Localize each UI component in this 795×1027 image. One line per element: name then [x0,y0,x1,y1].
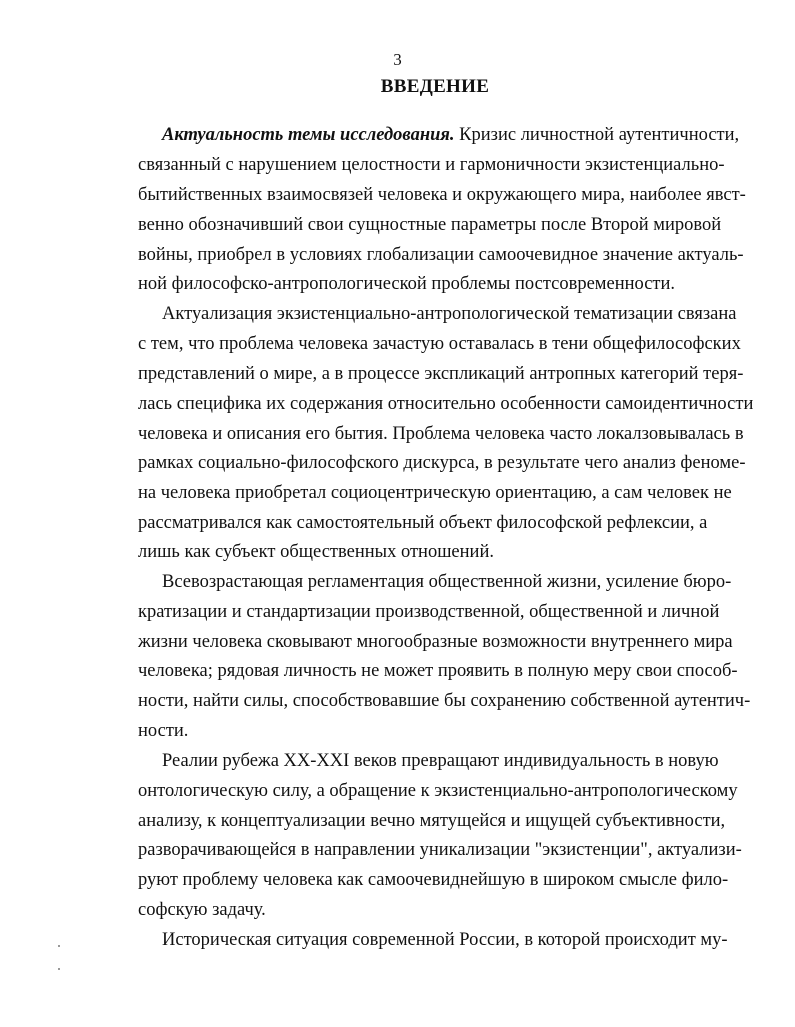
text-line: руют проблему человека как самоочевиднейшую в широком смысле фило- [138,870,729,890]
text-line: лась специфика их содержания относительно особенности самоидентичности [138,394,754,414]
text-line: онтологическую силу, а обращение к экзистенциально-антропологическому [138,781,738,801]
text-line: рассматривался как самостоятельный объект философской рефлексии, а [138,513,708,533]
text-line: представлений о мире, а в процессе экспликаций антропных категорий теря- [138,364,744,384]
text-line: анализу, к концептуализации вечно мятущейся и ищущей субъективности, [138,811,726,831]
text-line: на человека приобретал социоцентрическую ориентацию, а сам человек не [138,483,732,503]
text-line: связанный с нарушением целостности и гармоничности экзистенциально- [138,155,725,175]
text-line: кратизации и стандартизации производственной, общественной и личной [138,602,720,622]
text-line: Историческая ситуация современной России, в которой происходит му- [162,930,728,950]
text-line: с тем, что проблема человека зачастую оставалась в тени общефилософских [138,334,741,354]
scan-speck [58,968,60,970]
page-number: 3 [393,50,402,69]
text-line: ности. [138,721,189,741]
text-line: ности, найти силы, способствовавшие бы сохранению собственной аутентич- [138,691,751,711]
text-line: венно обозначивший свои сущностные параметры после Второй мировой [138,215,722,235]
text-line: человека и описания его бытия. Проблема человека часто локалзовывалась в [138,424,744,444]
text-line: разворачивающейся в направлении уникализации "экзистенции", актуализи- [138,840,742,860]
text-line: Актуальность темы исследования. Кризис личностной аутентичности, [162,125,740,145]
text-line: Реалии рубежа XX-XXI веков превращают индивидуальность в новую [162,751,719,771]
text-line: войны, приобрел в условиях глобализации самоочевидное значение актуаль- [138,245,744,265]
text-line: Актуализация экзистенциально-антропологической тематизации связана [162,304,737,324]
text-line: лишь как субъект общественных отношений. [138,542,494,562]
text-line: ной философско-антропологической проблемы постсовременности. [138,274,676,294]
scan-speck [58,945,60,947]
text-line: человека; рядовая личность не может проявить в полную меру свои способ- [138,661,738,681]
section-title: ВВЕДЕНИЕ [380,76,490,97]
text-line: Всевозрастающая регламентация общественной жизни, усиление бюро- [162,572,732,592]
text-line: рамках социально-философского дискурса, в результате чего анализ феноме- [138,453,746,473]
paragraph-lead: Актуальность темы исследования. [162,125,455,145]
text-line: бытийственных взаимосвязей человека и окружающего мира, наиболее явст- [138,185,746,205]
text-line: софскую задачу. [138,900,266,920]
text-line: жизни человека сковывают многообразные возможности внутреннего мира [138,632,733,652]
